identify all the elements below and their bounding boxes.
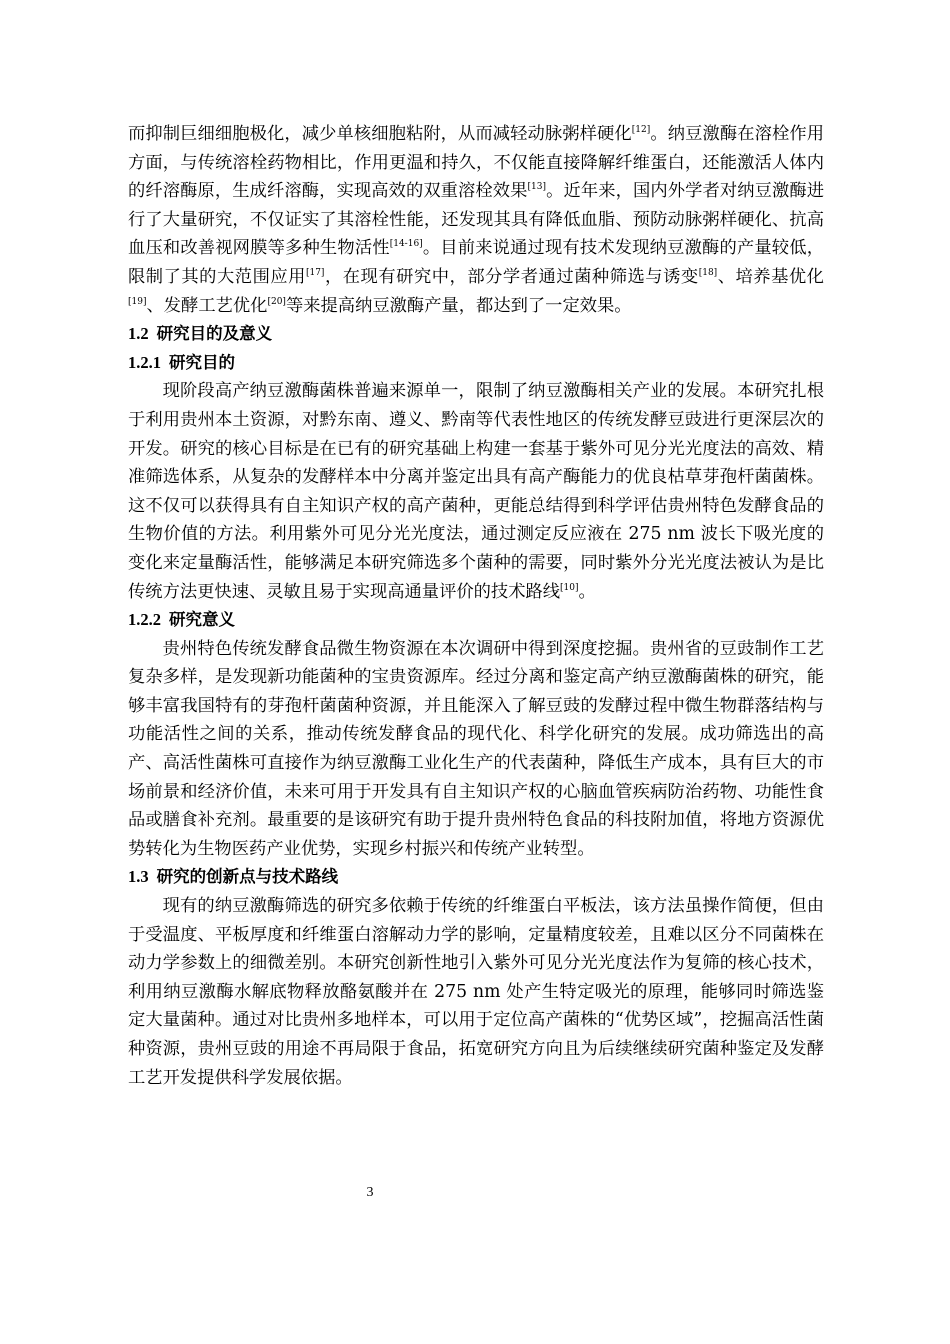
paragraph-research-significance: 贵州特色传统发酵食品微生物资源在本次调研中得到深度挖掘。贵州省的豆豉制作工艺复杂多样，是发现新功能菌种的宝贵资源库。经过分离和鉴定高产纳豆激酶菌株的研究，能够丰富我国特有的芽孢杆菌菌种资源，并且能深入了解豆豉的发酵过程中微生物群落结构与功能活性之间的关系，推动传统发酵食品的现代化、科学化研究的发展。成功筛选出的高产、高活性菌株可直接作为纳豆激酶工业化生产的代表菌种，降低生产成本，具有巨大的市场前景和经济价值，未来可用于开发具有自主知识产权的心脑血管疾病防治药物、功能性食品或膳食补充剂。最重要的是该研究有助于提升贵州特色食品的科技附加值，将地方资源优势转化为生物医药产业优势，实现乡村振兴和传统产业转型。: [128, 638, 824, 859]
citation: [20]: [267, 296, 286, 307]
section-heading-1-2-2: 1.2.2 研究意义: [128, 610, 235, 630]
page-number: 3: [366, 1185, 374, 1200]
citation: [14-16]: [389, 239, 423, 250]
paragraph-research-purpose: 现阶段高产纳豆激酶菌株普遍来源单一，限制了纳豆激酶相关产业的发展。本研究扎根于利用贵州本土资源，对黔东南、遵义、黔南等代表性地区的传统发酵豆豉进行更深层次的开发。研究的核心目标是在已有的研究基础上构建一套基于紫外可见分光光度法的高效、精准筛选体系，从复杂的发酵样本中分离并鉴定出具有高产酶能力的优良枯草芽孢杆菌菌株。这不仅可以获得具有自主知识产权的高产菌种，更能总结得到科学评估贵州特色发酵食品的生物价值的方法。利用紫外可见分光光度法，通过测定反应液在 275 nm 波长下吸光度的变化来定量酶活性，能够满足本研究筛选多个菌种的需要，同时紫外分光光度法被认为是比传统方法更快速、灵敏且易于实现高通量评价的技术路线[10]。: [128, 381, 824, 602]
citation: [12]: [631, 125, 651, 135]
citation: [18]: [698, 267, 718, 278]
document-body: [128, 120, 824, 1092]
citation: [13]: [527, 182, 547, 193]
section-heading-1-2: 1.2 研究目的及意义: [128, 324, 273, 344]
paragraph-innovation: 现有的纳豆激酶筛选的研究多依赖于传统的纤维蛋白平板法，该方法虽操作简便，但由于受温度、平板厚度和纤维蛋白溶解动力学的影响，定量精度较差，且难以区分不同菌株在动力学参数上的细微差别。本研究创新性地引入紫外可见分光光度法作为复筛的核心技术，利用纳豆激酶水解底物释放酪氨酸并在 275 nm 处产生特定吸光的原理，能够同时筛选鉴定大量菌种。通过对比贵州多地样本，可以用于定位高产菌株的“优势区域”，挖掘高活性菌种资源，贵州豆豉的用途不再局限于食品，拓宽研究方向且为后续继续研究菌种鉴定及发酵工艺开发提供科学发展依据。: [128, 896, 824, 1088]
paragraph-intro-continued: 而抑制巨细细胞极化，减少单核细胞粘附，从而减轻动脉粥样硬化[12]。纳豆激酶在溶栓作用方面，与传统溶栓药物相比，作用更温和持久，不仅能直接降解纤维蛋白，还能激活人体内的纤溶酶原，生成纤溶酶，实现高效的双重溶栓效果[13]。近年来，国内外学者对纳豆激酶进行了大量研究，不仅证实了其溶栓性能，还发现其具有降低血脂、预防动脉粥样硬化、抗高血压和改善视网膜等多种生物活性[14-16]。目前来说通过现有技术发现纳豆激酶的产量较低，限制了其的大范围应用[17]，在现有研究中，部分学者通过菌种筛选与诱变[18]、培养基优化[19]、发酵工艺优化[20]等来提高纳豆激酶产量，都达到了一定效果。: [128, 124, 824, 316]
citation: [19]: [128, 296, 147, 307]
citation: [17]: [305, 267, 325, 278]
section-heading-1-3: 1.3 研究的创新点与技术路线: [128, 867, 339, 887]
citation: [10]: [560, 582, 579, 593]
section-heading-1-2-1: 1.2.1 研究目的: [128, 352, 235, 372]
